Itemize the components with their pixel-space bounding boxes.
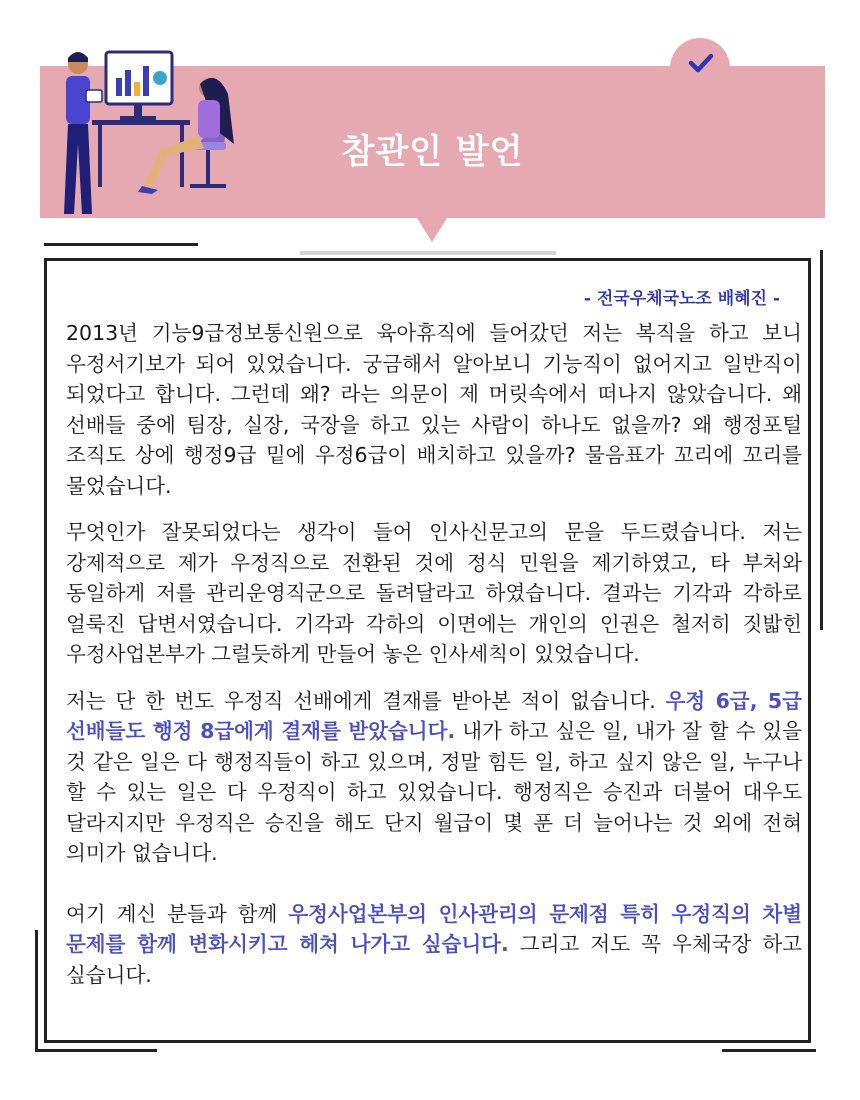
frame-line-top-gray [300,251,556,255]
frame-line-right-outer [820,250,823,630]
check-badge [670,38,730,98]
office-illustration [48,44,248,220]
paragraph-3-text-start: 저는 단 한 번도 우정직 선배에게 결재를 받아본 적이 없습니다. [66,688,666,713]
frame-line-left [44,258,47,1042]
banner-pointer [417,218,447,242]
frame-line-top-main [44,258,811,261]
paragraph-4-text-start: 여기 계신 분들과 함께 [66,901,289,926]
frame-line-right [808,258,811,1042]
paragraph-1: 2013년 기능9급정보통신원으로 육아휴직에 들어갔던 저는 복직을 하고 보니 우정서기보가 되어 있었습니다. 궁금해서 알아보니 기능직이 없어지고 일반직이 되었다고 합니다. 그런데 왜? 라는 의문이 제 머릿속에서 떠나지 않았습니다. 왜 선배들 중에 팀장, 실장, 국장을 하고 있는 사람이 하나도 없을까? 왜 행정포털 조직도 상에 행정9급 밑에 우정6급이 배치하고 있을까? 물음표가 꼬리에 꼬리를 물었습니다. [66,321,802,498]
frame-line-bottom-right [722,1049,816,1052]
paragraph-3-text-end: 내가 하고 싶은 일, 내가 잘 할 수 있을 것 같은 일은 다 행정직들이 하고 있으며, 정말 힘든 일, 하고 싶지 않은 일, 누구나 할 수 있는 일은 다 우정직이 하고 있었습니다. 행정직은 승진과 더불어 대우도 달라지지만 우정직은 승진을 해도 단지 월급이 몇 푼 더 늘어나는 것 외에 전혀 의미가 없습니다. [66,719,802,865]
page-title: 참관인 발언 [341,132,524,172]
checkmark-icon [688,52,714,74]
paragraph-4-highlight: 우정사업본부의 인사관리의 문제점 특히 우정직의 차별 문제를 함께 변화시키고 헤쳐 나가고 싶습니다. [66,901,803,956]
speaker-byline: - 전국우체국노조 배혜진 - [583,289,780,309]
frame-line-top-left [44,243,198,246]
paragraph-3 [66,686,802,869]
frame-line-bottom-left [35,1049,157,1052]
speech-content [66,318,802,1006]
paragraph-4 [66,899,802,991]
frame-line-bottom-main [44,1040,811,1043]
paragraph-4-text-end: 그리고 저도 꼭 우체국장 하고 싶습니다. [66,932,803,987]
paragraph-2: 무엇인가 잘못되었다는 생각이 들어 인사신문고의 문을 두드렸습니다. 저는 강제적으로 제가 우정직으로 전환된 것에 정식 민원을 제기하였고, 타 부처와 동일하게 저를 관리운영직군으로 돌려달라고 하였습니다. 결과는 기각과 각하로 얼룩진 답변서였습니다. 기각과 각하의 이면에는 개인의 인권은 철저히 짓밟힌 우정사업본부가 그럴듯하게 만들어 놓은 인사세칙이 있었습니다. [66,520,802,666]
paragraph-3-highlight: 우정 6급, 5급 선배들도 행정 8급에게 결재를 받았습니다. [66,688,802,743]
frame-line-left-outer [35,930,38,1050]
